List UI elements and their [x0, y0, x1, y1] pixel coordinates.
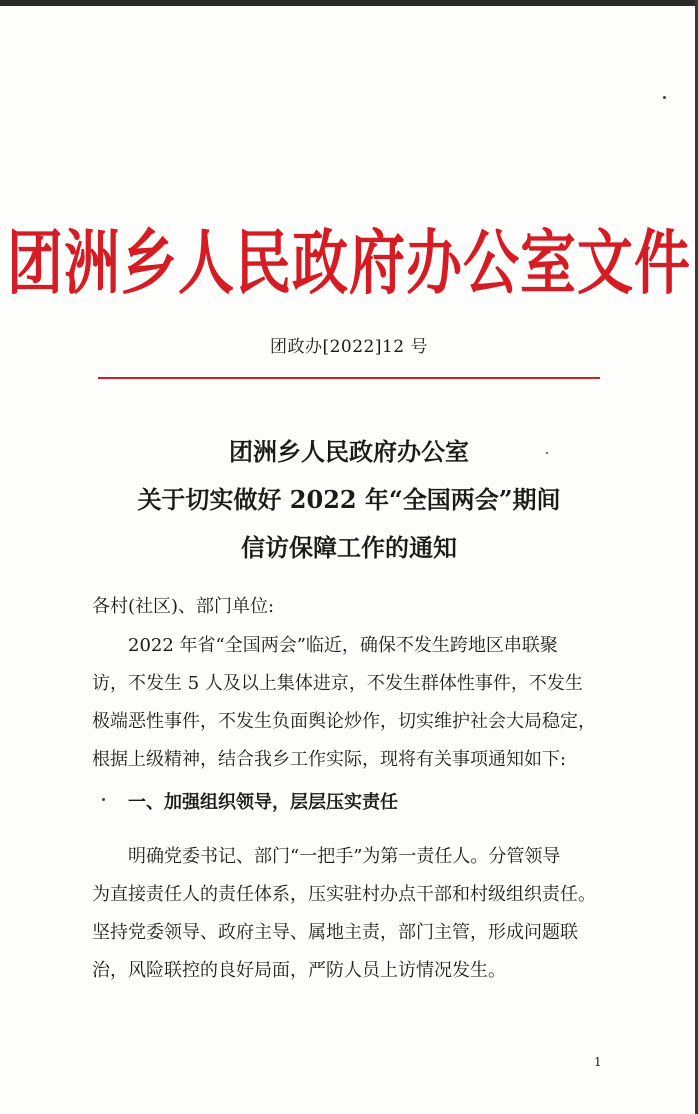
intro-line-2: 访，不发生 5 人及以上集体进京，不发生群体性事件，不发生 [92, 673, 583, 694]
notice-title-line-1: 团洲乡人民政府办公室 [229, 437, 469, 466]
section-1-heading: 一、加强组织领导，层层压实责任 [128, 792, 398, 813]
scan-speck [102, 798, 105, 801]
red-separator-line [98, 377, 600, 379]
intro-line-1: 2022 年省“全国两会”临近，确保不发生跨地区串联聚 [128, 635, 558, 656]
scan-speck [663, 96, 666, 99]
masthead-title: 团洲乡人民政府办公室文件 [7, 221, 691, 305]
section-1-line-1: 明确党委书记、部门“一把手”为第一责任人。分管领导 [128, 846, 561, 867]
document-number: 团政办[2022]12 号 [269, 337, 429, 357]
section-1-line-3: 坚持党委领导、政府主导、属地主责，部门主管，形成问题联 [92, 922, 578, 943]
notice-title-line-3: 信访保障工作的通知 [241, 533, 457, 562]
notice-title-line-2: 关于切实做好 2022 年“全国两会”期间 [137, 485, 561, 514]
intro-line-3: 极端恶性事件，不发生负面舆论炒作，切实维护社会大局稳定， [92, 711, 596, 732]
recipient-line: 各村(社区)、部门单位: [92, 596, 275, 617]
section-1-line-4: 治，风险联控的良好局面，严防人员上访情况发生。 [92, 960, 506, 981]
scan-speck [546, 452, 548, 454]
intro-paragraph [92, 627, 612, 779]
scan-top-edge [0, 0, 698, 6]
section-1-paragraph [92, 838, 612, 990]
section-1-line-2: 为直接责任人的责任体系，压实驻村办点干部和村级组织责任。 [92, 884, 596, 905]
page-number: 1 [594, 1055, 602, 1069]
intro-line-4: 根据上级精神，结合我乡工作实际，现将有关事项通知如下: [92, 749, 567, 770]
